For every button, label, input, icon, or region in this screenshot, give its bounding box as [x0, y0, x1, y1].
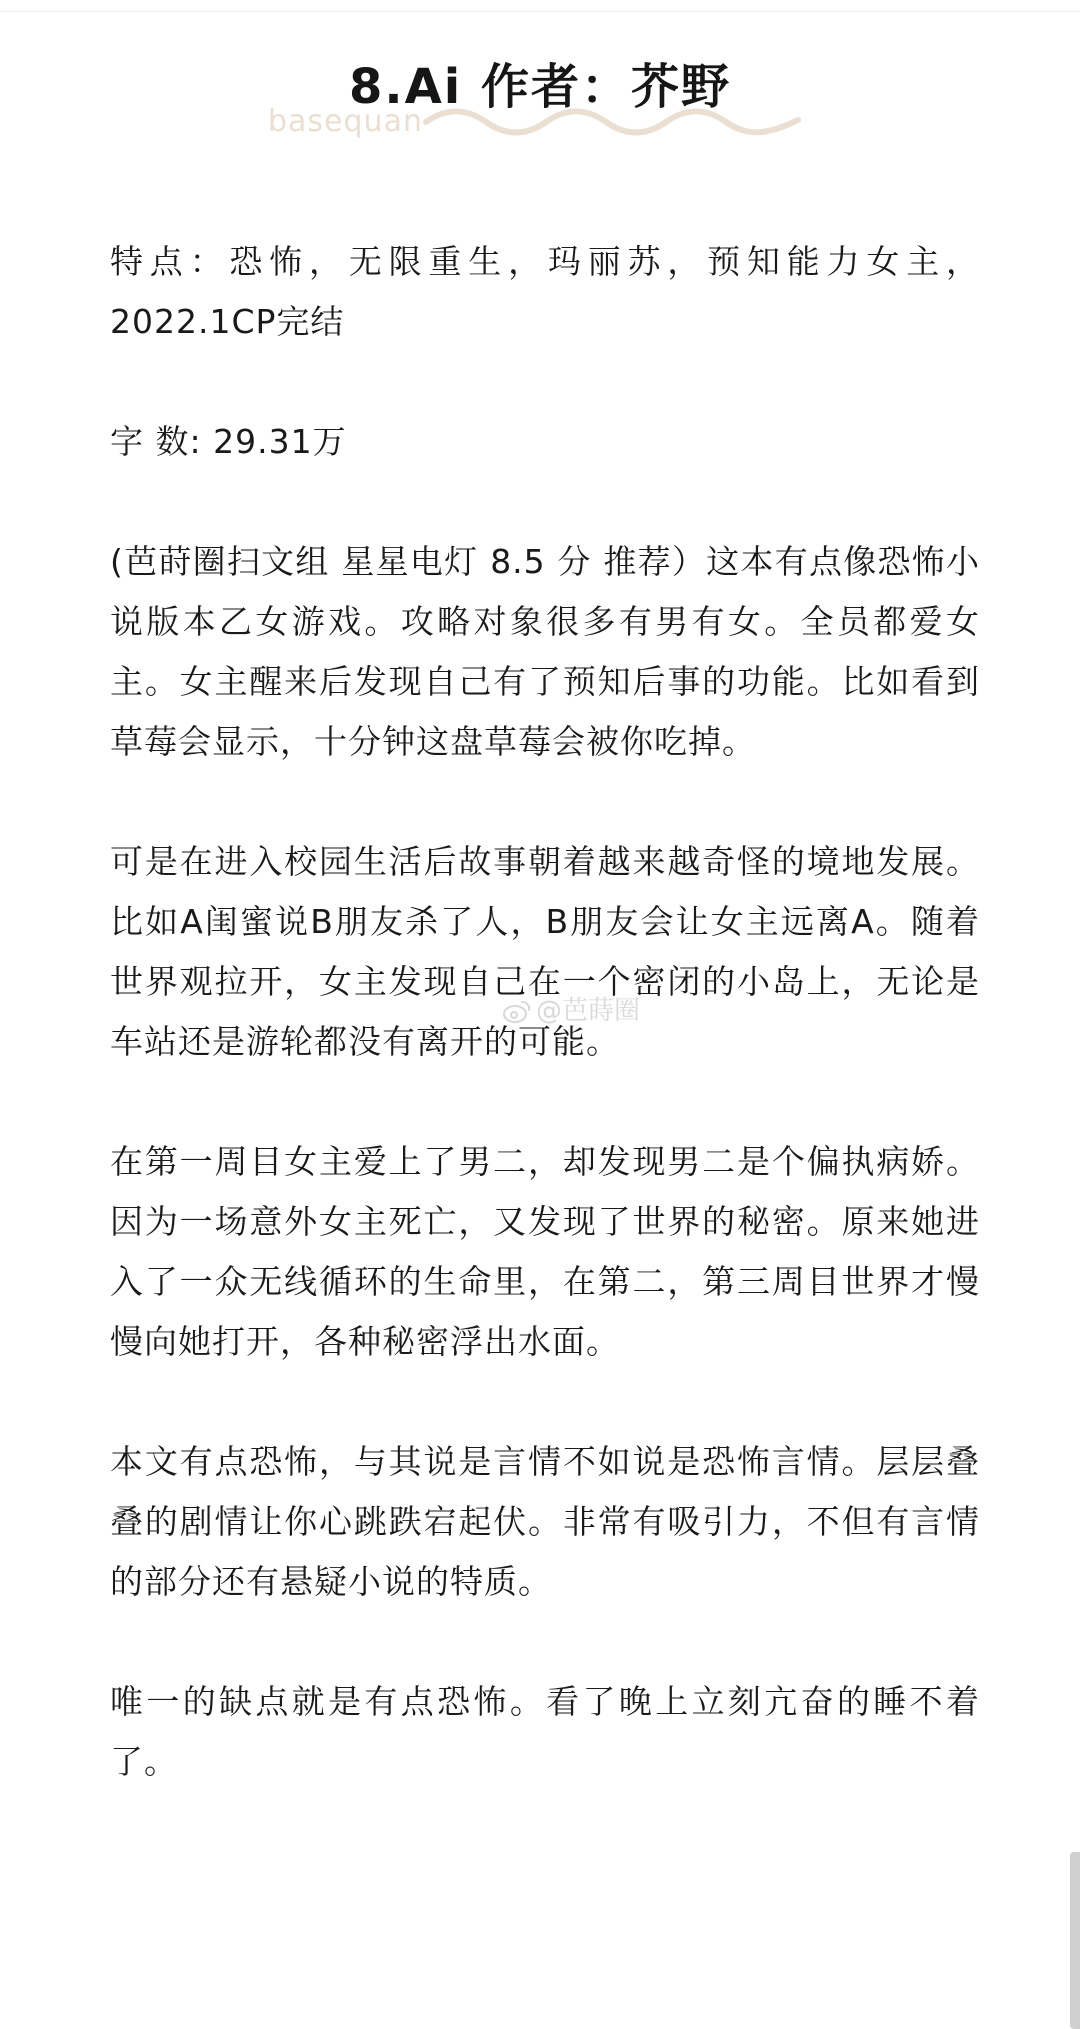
paragraph-review: 本文有点恐怖，与其说是言情不如说是恐怖言情。层层叠叠的剧情让你心跳跌宕起伏。非常有吸引力，不但有言情的部分还有悬疑小说的特质。	[110, 1442, 980, 1601]
paragraph-intro: (芭莳圈扫文组 星星电灯 8.5 分 推荐）这本有点像恐怖小说版本乙女游戏。攻略对象很多有男有女。全员都爱女主。女主醒来后发现自己有了预知后事的功能。比如看到草莓会显示，十分钟这盘草莓会被你吃掉。	[110, 542, 980, 761]
paragraph-loop: 在第一周目女主爱上了男二，却发现男二是个偏执病娇。因为一场意外女主死亡，又发现了世界的秘密。原来她进入了一众无线循环的生命里，在第二，第三周目世界才慢慢向她打开，各种秘密浮出水面。	[110, 1142, 980, 1361]
paragraph-plot: 可是在进入校园生活后故事朝着越来越奇怪的境地发展。比如A闺蜜说B朋友杀了人，B朋友会让女主远离A。随着世界观拉开，女主发现自己在一个密闭的小岛上，无论是车站还是游轮都没有离开的可能。	[110, 842, 980, 1061]
top-divider	[0, 11, 1080, 12]
wave-ornament-icon	[422, 102, 802, 138]
article-body	[110, 232, 980, 1852]
weibo-logo-icon	[502, 998, 532, 1024]
scrollbar-thumb[interactable]	[1070, 1852, 1080, 2029]
paragraph-drawback: 唯一的缺点就是有点恐怖。看了晚上立刻亢奋的睡不着了。	[110, 1682, 980, 1781]
weibo-watermark-text: @芭蒔圈	[536, 996, 641, 1026]
weibo-watermark	[502, 996, 640, 1026]
page-title: 8.Ai 作者：芥野	[349, 59, 731, 116]
paragraph-features: 特点：恐怖，无限重生，玛丽苏，预知能力女主，2022.1CP完结	[110, 242, 980, 341]
basequan-watermark: basequan	[268, 104, 423, 139]
paragraph-word-count: 字 数: 29.31万	[110, 422, 347, 461]
